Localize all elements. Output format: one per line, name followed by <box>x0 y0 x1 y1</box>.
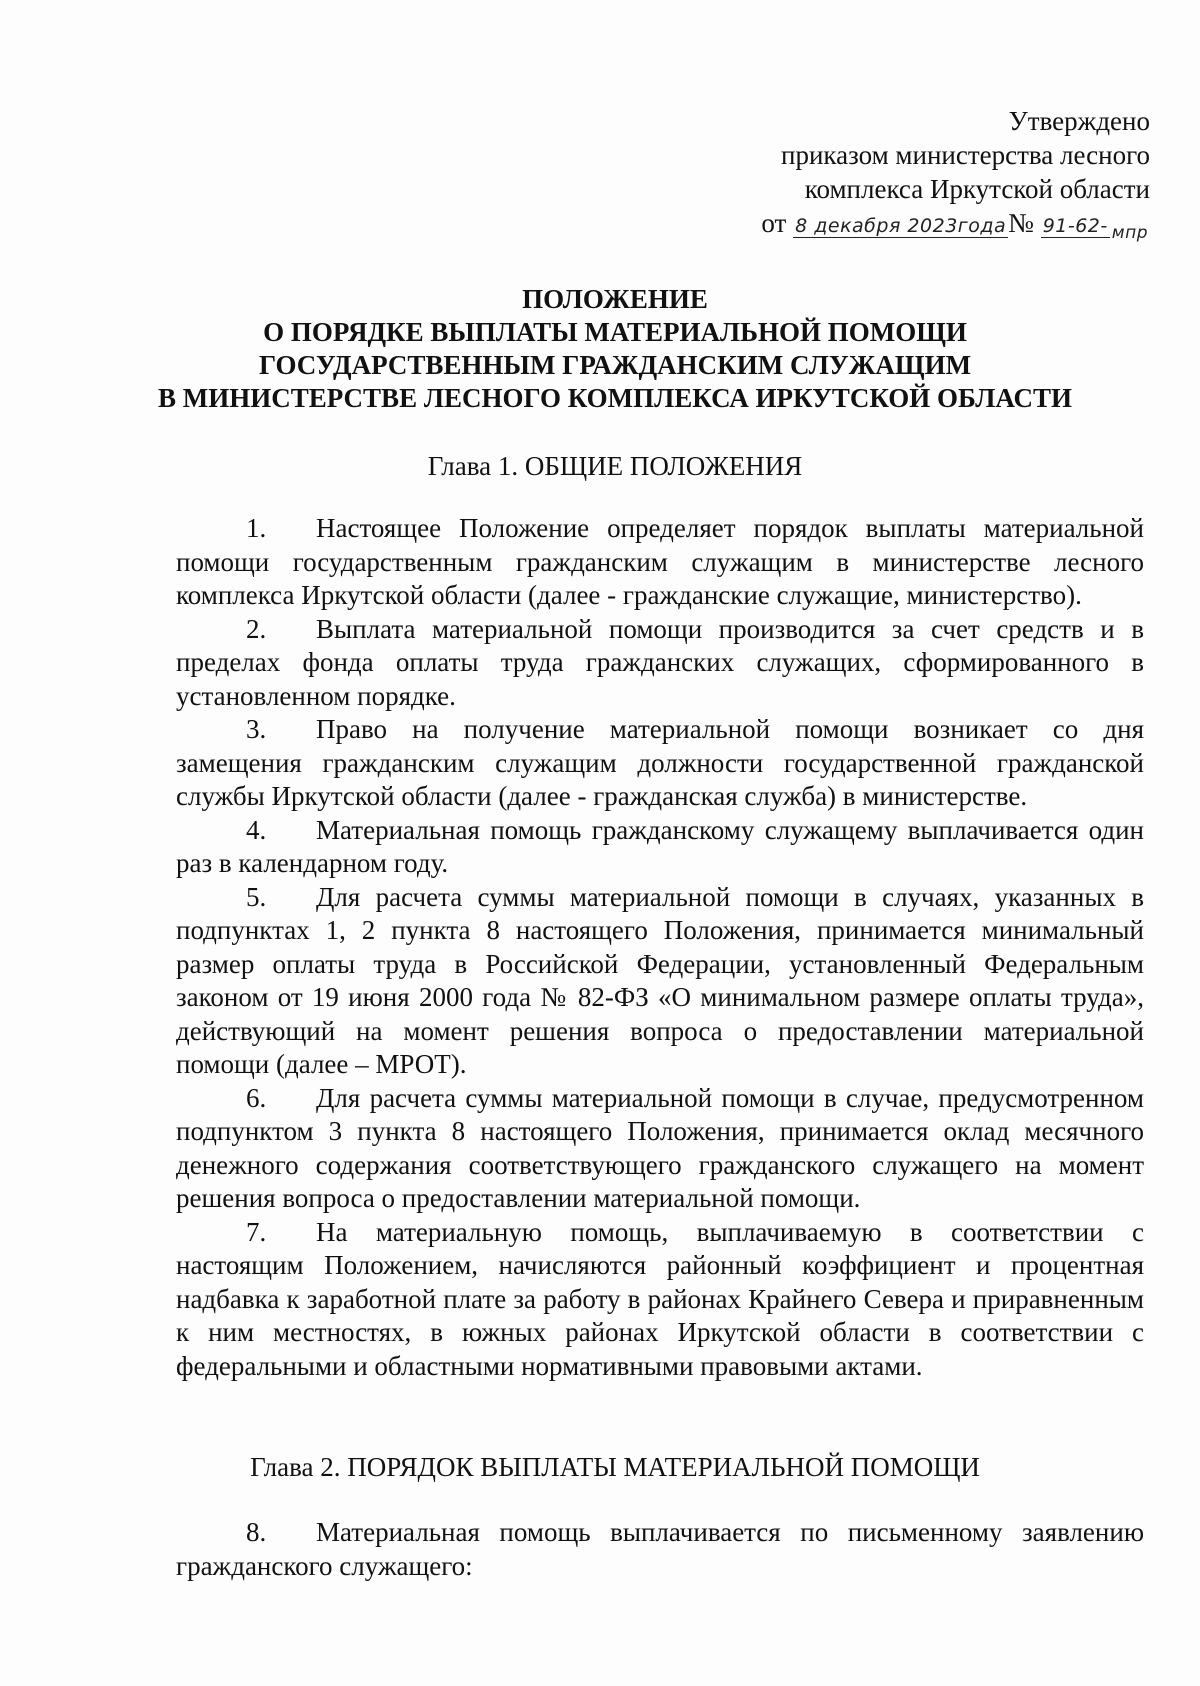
paragraph-7 <box>176 1216 1144 1384</box>
title-line-2: О ПОРЯДКЕ ВЫПЛАТЫ МАТЕРИАЛЬНОЙ ПОМОЩИ <box>263 317 967 347</box>
chapter-1-heading: Глава 1. ОБЩИЕ ПОЛОЖЕНИЯ <box>427 451 803 481</box>
handwritten-date: 8 декабря 2023года <box>795 215 1007 237</box>
chapter-2-heading: Глава 2. ПОРЯДОК ВЫПЛАТЫ МАТЕРИАЛЬНОЙ ПОМОЩИ <box>250 1452 980 1482</box>
title-line-3: ГОСУДАРСТВЕННЫМ ГРАЖДАНСКИМ СЛУЖАЩИМ <box>258 350 972 380</box>
paragraph-1 <box>176 512 1144 613</box>
document-title <box>110 283 1120 415</box>
handwritten-order-number: 91-62- <box>1042 215 1108 237</box>
number-sign: № <box>1008 208 1034 238</box>
paragraph-5 <box>176 881 1144 1082</box>
paragraph-number: 8. <box>246 1517 267 1547</box>
paragraph-4 <box>176 814 1144 881</box>
approval-date-number-line <box>590 206 1150 250</box>
approval-heading: Утверждено <box>1008 106 1150 136</box>
paragraph-number: 4. <box>246 814 267 845</box>
title-line-1: ПОЛОЖЕНИЕ <box>522 284 708 314</box>
approval-ministry-line: комплекса Иркутской области <box>804 174 1150 204</box>
paragraph-number: 7. <box>246 1216 267 1247</box>
paragraph-text: Настоящее Положение определяет порядок выплаты материальной помощи государственным гражданским служащим в министерстве лесного комплекса Иркутской области (далее - гражданские служащие, министерство). <box>176 513 1144 610</box>
chapter-1-body <box>176 512 1144 1383</box>
chapter-2-body <box>176 1516 1144 1583</box>
paragraph-number: 2. <box>246 613 267 644</box>
paragraph-text: На материальную помощь, выплачиваемую в соответствии с настоящим Положением, начисляются районный коэффициент и процентная надбавка к заработной плате за работу в районах Крайнего Севера и приравненным к ним местностях, в южных районах Иркутской области в соответствии с федеральными и областными нормативными правовыми актами. <box>176 1216 1144 1381</box>
paragraph-2 <box>176 613 1144 714</box>
paragraph-number: 1. <box>246 513 267 543</box>
handwritten-order-suffix: мпр <box>1111 223 1148 243</box>
paragraph-3 <box>176 713 1144 814</box>
paragraph-number: 6. <box>246 1082 267 1113</box>
approval-stamp-block <box>590 104 1150 250</box>
paragraph-8 <box>176 1516 1144 1583</box>
title-line-4: В МИНИСТЕРСТВЕ ЛЕСНОГО КОМПЛЕКСА ИРКУТСКОЙ ОБЛАСТИ <box>157 383 1073 413</box>
paragraph-text: Материальная помощь гражданскому служащему выплачивается один раз в календарном году. <box>176 814 1144 878</box>
paragraph-text: Материальная помощь выплачивается по письменному заявлению гражданского служащего: <box>176 1517 1144 1581</box>
approval-from-label: от <box>761 208 787 238</box>
paragraph-text: Право на получение материальной помощи возникает со дня замещения гражданским служащим должности государственной гражданской службы Иркутской области (далее - гражданская служба) в министерстве. <box>176 714 1144 811</box>
paragraph-text: Выплата материальной помощи производится за счет средств и в пределах фонда оплаты труда гражданских служащих, сформированного в установленном порядке. <box>176 613 1144 711</box>
paragraph-number: 3. <box>246 714 267 744</box>
approval-order-line: приказом министерства лесного <box>781 140 1150 170</box>
paragraph-text: Для расчета суммы материальной помощи в случае, предусмотренном подпунктом 3 пункта 8 настоящего Положения, принимается оклад месячного денежного содержания соответствующего гражданского служащего на момент решения вопроса о предоставлении материальной помощи. <box>176 1082 1144 1213</box>
paragraph-number: 5. <box>246 881 267 912</box>
paragraph-text: Для расчета суммы материальной помощи в случаях, указанных в подпунктах 1, 2 пункта 8 настоящего Положения, принимается минимальный размер оплаты труда в Российской Федерации, установленный Федеральным законом от 19 июня 2000 года № 82-ФЗ «О минимальном размере оплаты труда», действующий на момент решения вопроса о предоставлении материальной помощи (далее – МРОТ). <box>176 881 1144 1079</box>
paragraph-6 <box>176 1082 1144 1216</box>
